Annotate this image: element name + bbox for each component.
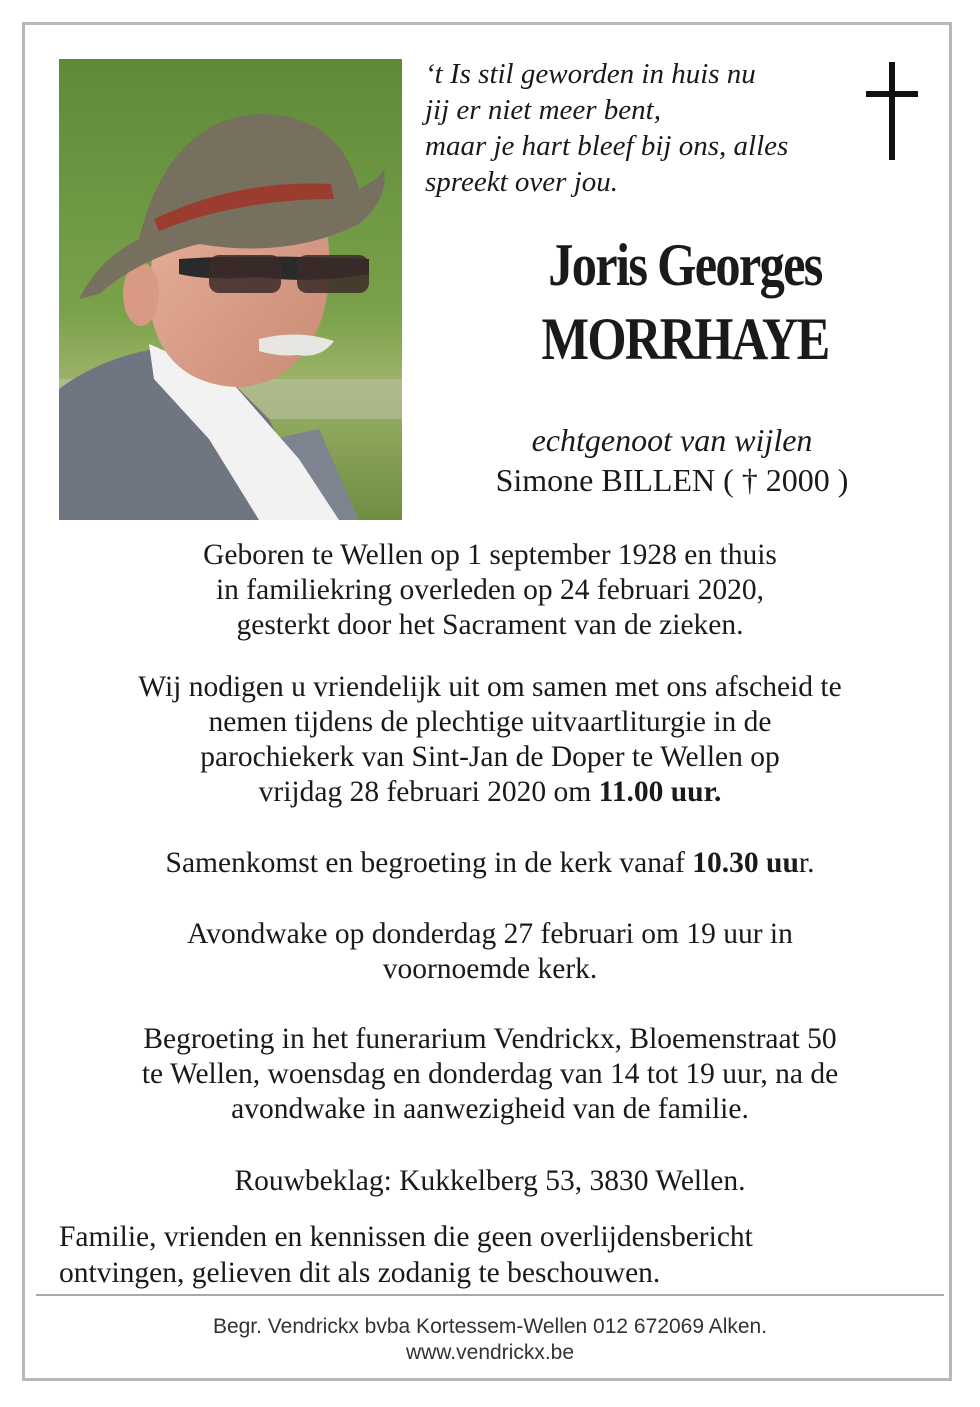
deceased-name bbox=[496, 228, 874, 376]
deceased-first-names: Joris Georges bbox=[548, 232, 822, 298]
text-line: in familiekring overleden op 24 februari 2020, bbox=[215, 574, 765, 606]
text-line: Wij nodigen u vriendelijk uit om samen met ons afscheid te bbox=[138, 671, 842, 703]
text-line: te Wellen, woensdag en donderdag van 14 tot 19 uur, na de bbox=[141, 1058, 839, 1090]
footer bbox=[36, 1314, 944, 1366]
poem-line: spreekt over jou. bbox=[425, 166, 619, 198]
footer-website[interactable]: www.vendrickx.be bbox=[405, 1341, 575, 1364]
text-line: gesterkt door het Sacrament van de zieken. bbox=[236, 609, 744, 641]
text-line: Geboren te Wellen op 1 september 1928 en thuis bbox=[203, 539, 777, 571]
gathering-line bbox=[40, 846, 940, 881]
footer-company: Begr. Vendrickx bvba Kortessem-Wellen 012 672069 Alken. bbox=[212, 1315, 768, 1338]
portrait-photo bbox=[59, 59, 402, 520]
birth-death-paragraph bbox=[40, 538, 940, 643]
text-line: parochiekerk van Sint-Jan de Doper te Wellen op bbox=[200, 741, 780, 773]
text-line: Familie, vrienden en kennissen die geen overlijdensbericht bbox=[59, 1221, 753, 1253]
spouse-name: Simone BILLEN ( † 2000 ) bbox=[495, 462, 849, 498]
gathering-text: Samenkomst en begroeting in de kerk vanaf bbox=[165, 847, 685, 879]
memorial-poem bbox=[425, 56, 845, 200]
text-line: avondwake in aanwezigheid van de familie. bbox=[231, 1093, 749, 1125]
gathering-time: 10.30 uu bbox=[692, 847, 799, 879]
condolence-paragraph bbox=[40, 1164, 940, 1199]
condolence-address: Rouwbeklag: Kukkelberg 53, 3830 Wellen. bbox=[234, 1165, 746, 1197]
vigil-paragraph bbox=[40, 917, 940, 987]
poem-line: maar je hart bleef bij ons, alles bbox=[425, 130, 789, 162]
text-line: ontvingen, gelieven dit als zodanig te beschouwen. bbox=[59, 1257, 661, 1289]
deceased-surname: MORRHAYE bbox=[541, 306, 829, 372]
notice-paragraph bbox=[59, 1219, 939, 1291]
funeral-time: 11.00 uur. bbox=[598, 776, 722, 808]
poem-line: jij er niet meer bent, bbox=[425, 94, 661, 126]
footer-divider bbox=[36, 1294, 944, 1296]
text-line: Avondwake op donderdag 27 februari om 19 uur in bbox=[187, 918, 793, 950]
text-line: Begroeting in het funerarium Vendrickx, Bloemenstraat 50 bbox=[143, 1023, 837, 1055]
funeral-date: vrijdag 28 februari 2020 om bbox=[258, 776, 592, 808]
funeral-paragraph bbox=[40, 670, 940, 810]
gathering-suffix: r. bbox=[798, 847, 815, 879]
spouse-intro: echtgenoot van wijlen bbox=[531, 422, 813, 458]
funeral-date-line bbox=[40, 775, 940, 810]
text-line: nemen tijdens de plechtige uitvaartliturgie in de bbox=[208, 706, 772, 738]
cross-icon bbox=[862, 62, 922, 160]
gathering-paragraph bbox=[40, 846, 940, 881]
greeting-paragraph bbox=[40, 1022, 940, 1127]
poem-line: ‘t Is stil geworden in huis nu bbox=[425, 58, 756, 90]
text-line: voornoemde kerk. bbox=[382, 953, 598, 985]
spouse-block bbox=[402, 420, 942, 500]
